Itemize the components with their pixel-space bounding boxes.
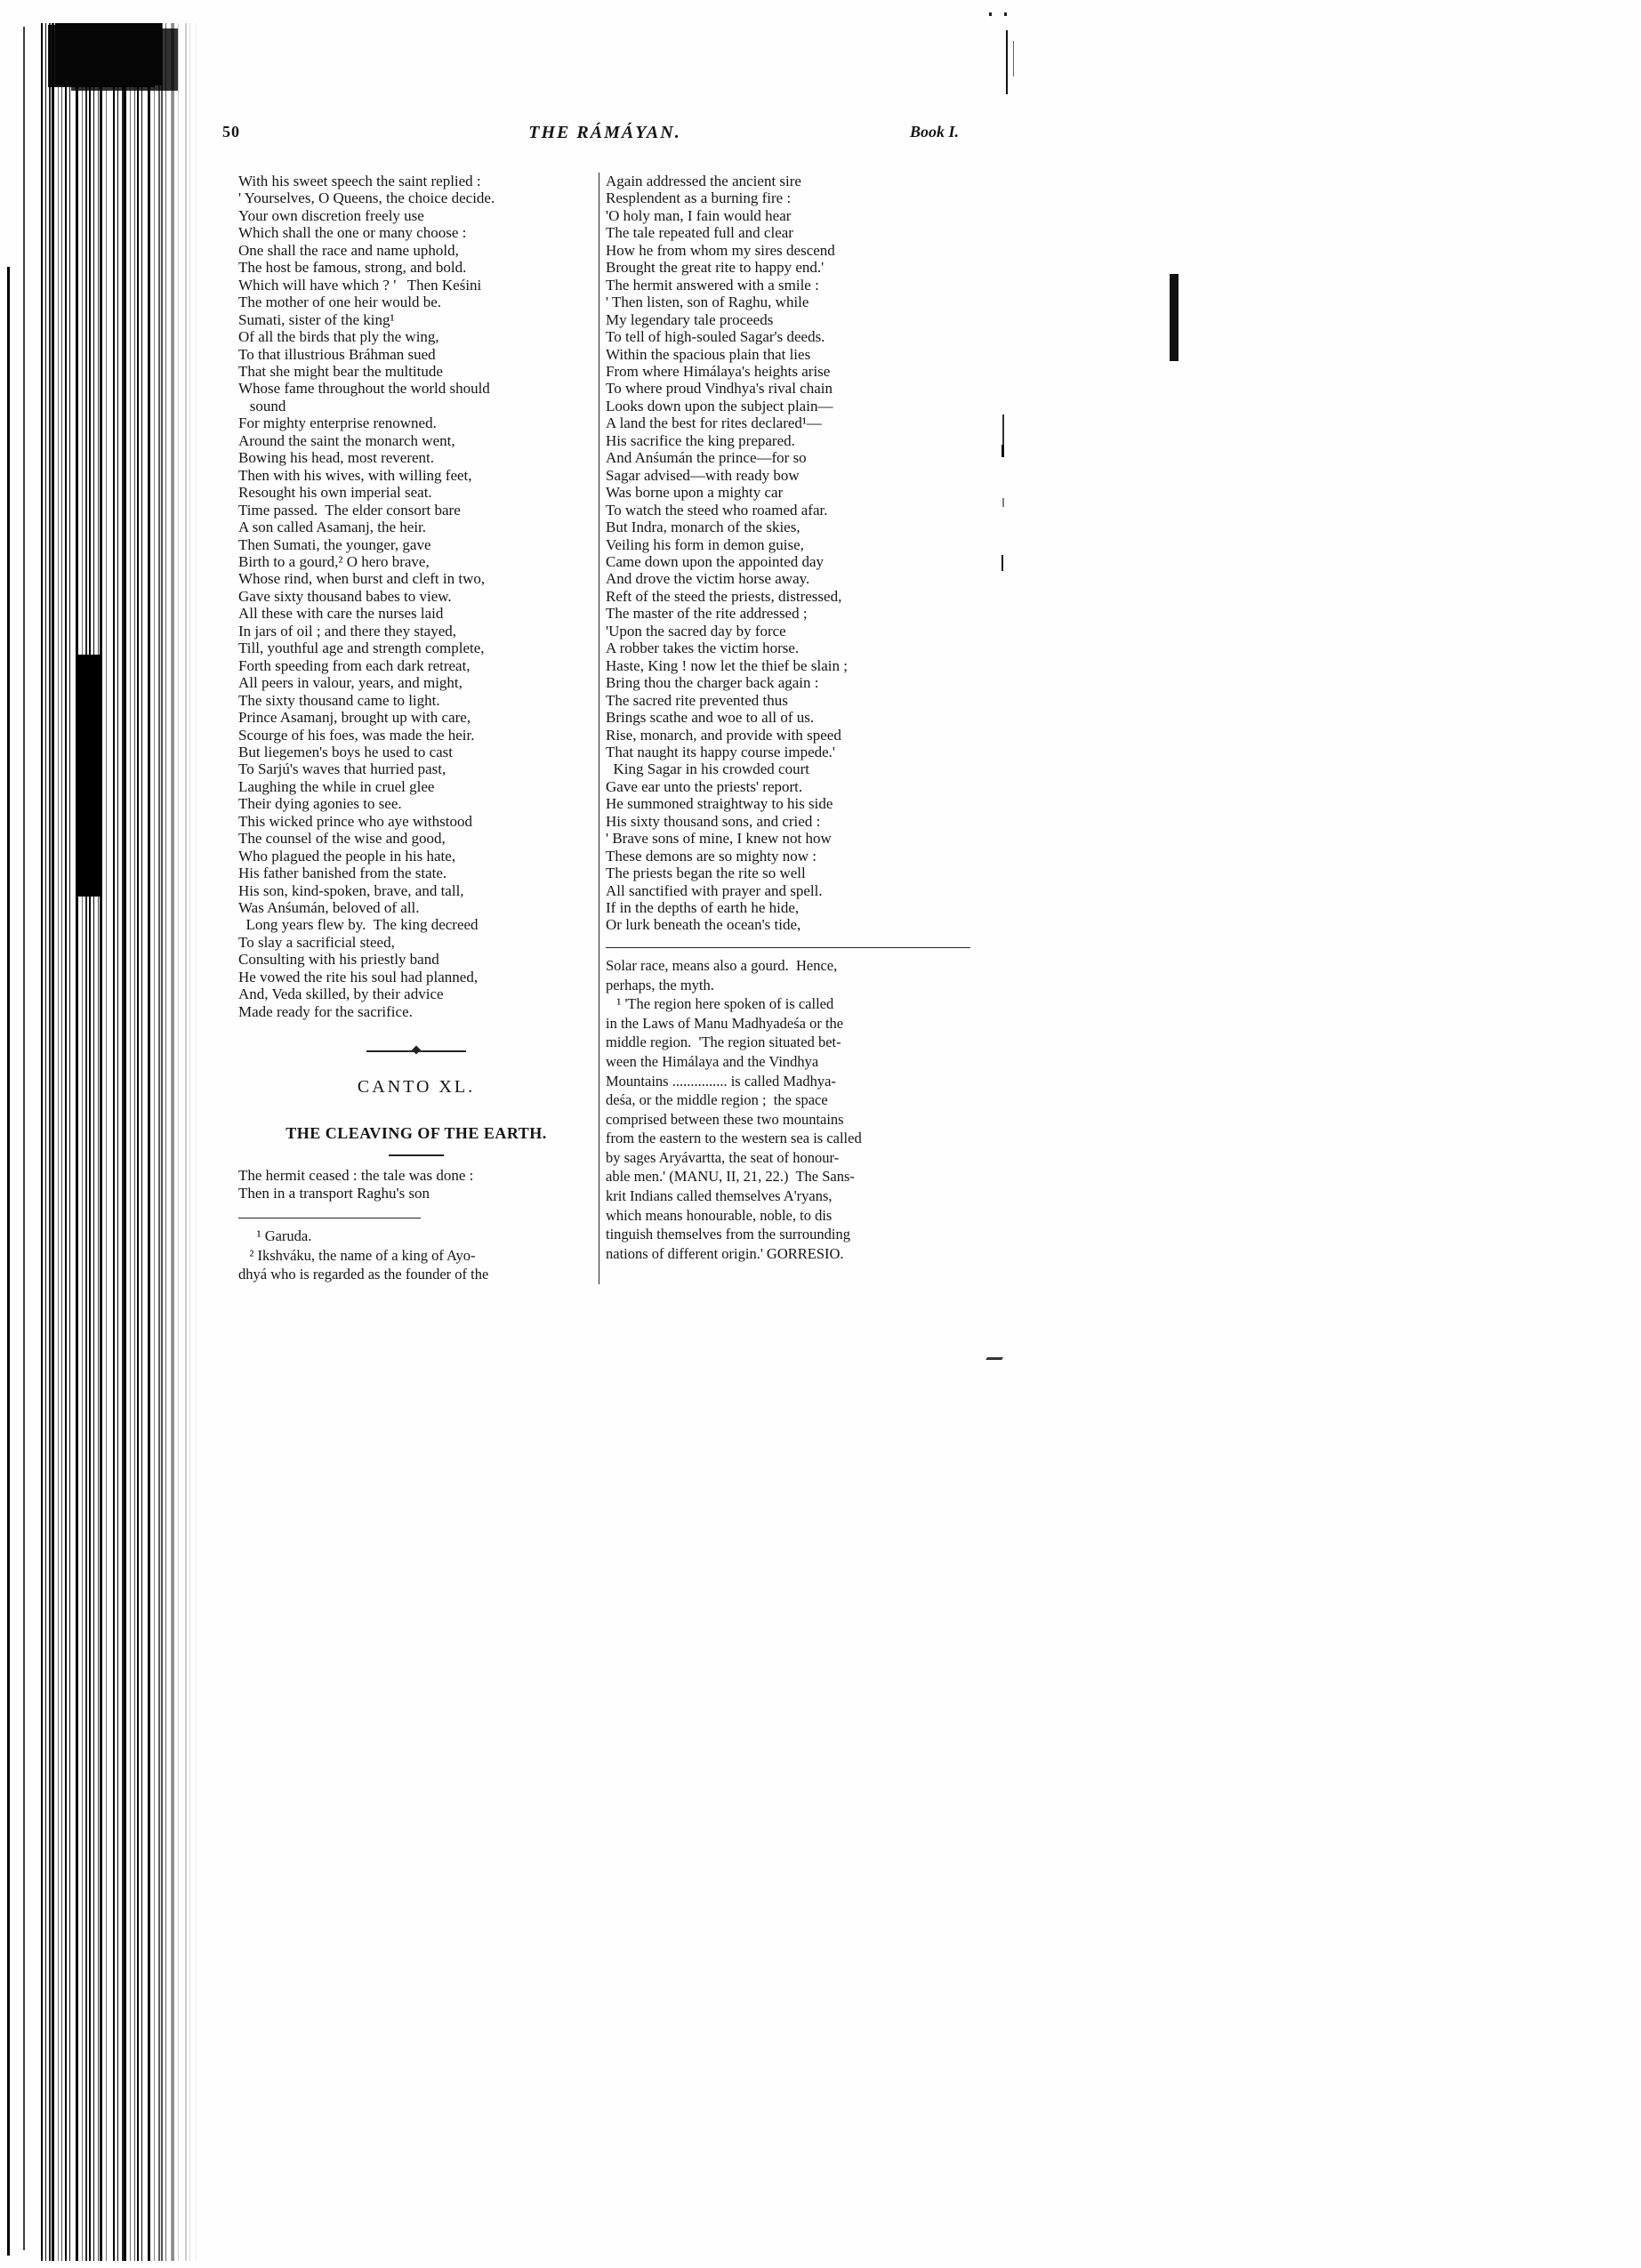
verse-line: Of all the birds that ply the wing,	[238, 328, 439, 346]
verse-line: Resplendent as a burning fire :	[606, 189, 792, 207]
scan-artifact	[985, 1348, 1009, 1360]
footnote-line: dhyá who is regarded as the founder of the	[238, 1266, 489, 1283]
verse-line: Then Sumati, the younger, gave	[238, 535, 431, 553]
verse-line: Whose rind, when burst and cleft in two,	[238, 570, 486, 588]
verse-line: Bring thou the charger back again :	[606, 674, 819, 692]
verse-line: For mighty enterprise renowned.	[238, 414, 437, 432]
verse-line: If in the depths of earth he hide,	[606, 899, 800, 917]
verse-line: One shall the race and name uphold,	[238, 241, 459, 259]
footnote-line: nations of different origin.' GORRESIO.	[606, 1244, 844, 1262]
page-number: 50	[222, 123, 240, 141]
verse-line: 'O holy man, I fain would hear	[606, 206, 792, 224]
scan-artifact	[1001, 445, 1004, 457]
footnote-line: able men.' (MANU, II, 21, 22.) The Sans-	[606, 1168, 855, 1186]
verse-line: All sanctified with prayer and spell.	[606, 881, 823, 899]
verse-line: To where proud Vindhya's rival chain	[606, 380, 833, 398]
verse-line: The sixty thousand came to light.	[238, 691, 440, 709]
verse-line: Brought the great rite to happy end.'	[606, 259, 825, 277]
verse-line: My legendary tale proceeds	[606, 310, 774, 328]
verse-line: Bowing his head, most reverent.	[238, 449, 435, 467]
footnote-line: perhaps, the myth.	[606, 976, 714, 993]
verse-line: Gave ear unto the priests' report.	[606, 777, 803, 795]
verse-line: Came down upon the appointed day	[606, 552, 825, 570]
footnote-line: deśa, or the middle region ; the space	[606, 1091, 828, 1109]
verse-line: In jars of oil ; and there they stayed,	[238, 622, 457, 639]
verse-line: A robber takes the victim horse.	[606, 639, 800, 657]
verse-line: And, Veda skilled, by their advice	[238, 985, 444, 1003]
scan-artifact	[1170, 274, 1178, 361]
right-footnotes	[606, 956, 970, 1264]
verse-line: Sagar advised—with ready bow	[606, 466, 800, 484]
verse-line: Veiling his form in demon guise,	[606, 535, 804, 553]
scan-artifact	[989, 12, 1007, 16]
verse-line: This wicked prince who aye withstood	[238, 812, 472, 830]
footnote-line: ¹ Garuda.	[238, 1227, 312, 1245]
verse-line: Was borne upon a mighty car	[606, 484, 784, 502]
verse-line: To Sarjú's waves that hurried past,	[238, 760, 446, 778]
scan-artifact	[1002, 498, 1004, 507]
subheading-rule	[389, 1154, 444, 1156]
verse-line: From where Himálaya's heights arise	[606, 362, 831, 380]
verse-line: ' Brave sons of mine, I knew not how	[606, 830, 832, 848]
footnote-line: ¹ 'The region here spoken of is called	[606, 995, 834, 1013]
verse-line: ' Then listen, son of Raghu, while	[606, 294, 809, 311]
verse-line: Sumati, sister of the king¹	[238, 310, 395, 328]
binding-dark-block	[55, 23, 162, 85]
footnote-line: in the Laws of Manu Madhyadeśa or the	[606, 1014, 844, 1032]
verse-line: King Sagar in his crowded court	[606, 760, 809, 778]
verse-line: All peers in valour, years, and might,	[238, 674, 463, 692]
page-content	[222, 123, 971, 1284]
verse-line: Who plagued the people in his hate,	[238, 847, 456, 865]
verse-line: Reft of the steed the priests, distressed,	[606, 587, 842, 605]
verse-line: Till, youthful age and strength complete,	[238, 639, 485, 657]
scan-artifact	[1001, 555, 1003, 571]
verse-line: A son called Asamanj, the heir.	[238, 519, 427, 536]
verse-line: Gave sixty thousand babes to view.	[238, 587, 452, 605]
footnote-line: from the eastern to the western sea is called	[606, 1130, 862, 1147]
verse-line: The hermit ceased : the tale was done :	[238, 1167, 474, 1185]
verse-line: Laughing the while in cruel glee	[238, 777, 435, 795]
verse-line: Then in a transport Raghu's son	[238, 1184, 430, 1202]
verse-line: Your own discretion freely use	[238, 206, 424, 224]
section-ornament-divider	[366, 1050, 466, 1052]
verse-line: The host be famous, strong, and bold.	[238, 259, 467, 277]
verse-line: Forth speeding from each dark retreat,	[238, 656, 471, 674]
running-title: THE RÁMÁYAN.	[528, 123, 681, 142]
right-column	[606, 173, 970, 1284]
left-column	[238, 173, 594, 1284]
verse-line: Brings scathe and woe to all of us.	[606, 709, 815, 727]
verse-line: To slay a sacrificial steed,	[238, 933, 395, 951]
verse-line: He summoned straightway to his side	[606, 795, 833, 813]
footnote-line: tinguish themselves from the surrounding	[606, 1226, 850, 1243]
verse-line: Again addressed the ancient sire	[606, 173, 801, 189]
footnote-line: Solar race, means also a gourd. Hence,	[606, 956, 838, 974]
right-verse-block	[606, 173, 970, 934]
post-canto-verse	[238, 1167, 594, 1202]
verse-line: But liegemen's boys he used to cast	[238, 743, 454, 760]
verse-line: ' Yourselves, O Queens, the choice decide.	[238, 189, 495, 207]
verse-line: His son, kind-spoken, brave, and tall,	[238, 881, 464, 899]
left-verse-block	[238, 173, 594, 1020]
verse-line: Within the spacious plain that lies	[606, 345, 811, 363]
verse-line: sound	[238, 397, 286, 414]
footnote-line: middle region. 'The region situated bet-	[606, 1033, 841, 1051]
verse-line: Consulting with his priestly band	[238, 951, 439, 969]
verse-line: Time passed. The elder consort bare	[238, 501, 461, 519]
verse-line: Looks down upon the subject plain—	[606, 397, 833, 414]
verse-line: The mother of one heir would be.	[238, 294, 442, 311]
verse-line: How he from whom my sires descend	[606, 241, 835, 259]
verse-line: But Indra, monarch of the skies,	[606, 519, 800, 536]
verse-line: To tell of high-souled Sagar's deeds.	[606, 328, 825, 346]
verse-line: He vowed the rite his soul had planned,	[238, 968, 479, 985]
verse-line: The priests began the rite so well	[606, 865, 806, 882]
canto-heading: CANTO XL.	[357, 1077, 476, 1098]
verse-line: And drove the victim horse away.	[606, 570, 810, 588]
verse-line: To that illustrious Bráhman sued	[238, 345, 436, 363]
verse-line: That naught its happy course impede.'	[606, 743, 835, 760]
spine-line	[7, 267, 10, 2256]
spine-line-secondary	[23, 27, 25, 2250]
verse-line: All these with care the nurses laid	[238, 605, 444, 623]
footnote-line: Mountains ............... is called Madhya-	[606, 1072, 836, 1090]
verse-line: His sixty thousand sons, and cried :	[606, 812, 821, 830]
verse-line: The tale repeated full and clear	[606, 224, 793, 242]
verse-line: Or lurk beneath the ocean's tide,	[606, 916, 801, 934]
verse-line: Made ready for the sacrifice.	[238, 1002, 413, 1020]
verse-line: Which shall the one or many choose :	[238, 224, 467, 242]
verse-line: These demons are so mighty now :	[606, 847, 817, 865]
verse-line: That she might bear the multitude	[238, 362, 443, 380]
verse-line: The sacred rite prevented thus	[606, 691, 788, 709]
verse-line: Was Anśumán, beloved of all.	[238, 899, 420, 917]
verse-line: Their dying agonies to see.	[238, 795, 402, 813]
verse-line: His sacrifice the king prepared.	[606, 431, 795, 449]
verse-line: And Anśumán the prince—for so	[606, 449, 807, 467]
verse-line: Scourge of his foes, was made the heir.	[238, 726, 475, 744]
book-label: Book I.	[909, 123, 959, 141]
verse-line: Prince Asamanj, brought up with care,	[238, 709, 471, 727]
verse-line: The master of the rite addressed ;	[606, 605, 808, 623]
verse-line: To watch the steed who roamed afar.	[606, 501, 828, 519]
footnote-line: which means honourable, noble, to dis	[606, 1206, 833, 1224]
verse-line: Long years flew by. The king decreed	[238, 916, 479, 934]
page-header	[222, 123, 971, 144]
footnote-line: by sages Aryávartta, the seat of honour-	[606, 1148, 840, 1166]
binding-ink-blob	[76, 655, 101, 897]
footnote-line: ² Ikshváku, the name of a king of Ayo-	[238, 1246, 476, 1264]
footnote-line: krit Indians called themselves A'ryans,	[606, 1187, 833, 1205]
scan-artifact	[1006, 30, 1008, 94]
verse-line: His father banished from the state.	[238, 865, 447, 882]
verse-line: A land the best for rites declared¹—	[606, 414, 823, 432]
verse-line: Resought his own imperial seat.	[238, 484, 432, 502]
footnote-line: comprised between these two mountains	[606, 1110, 844, 1128]
verse-line: Around the saint the monarch went,	[238, 431, 455, 449]
verse-line: The hermit answered with a smile :	[606, 276, 819, 294]
verse-line: 'Upon the sacred day by force	[606, 622, 786, 639]
verse-line: Haste, King ! now let the thief be slain ;	[606, 656, 848, 674]
verse-line: Then with his wives, with willing feet,	[238, 466, 472, 484]
verse-line: The counsel of the wise and good,	[238, 830, 446, 848]
verse-line: Rise, monarch, and provide with speed	[606, 726, 841, 744]
scan-artifact	[1013, 41, 1014, 76]
verse-line: Which will have which ? ' Then Keśini	[238, 276, 482, 294]
footnote-rule-right	[606, 947, 970, 948]
verse-line: With his sweet speech the saint replied :	[238, 173, 481, 189]
footnote-line: ween the Himálaya and the Vindhya	[606, 1052, 819, 1070]
canto-subheading: THE CLEAVING OF THE EARTH.	[286, 1124, 547, 1143]
book-binding-shadow	[41, 23, 197, 2261]
left-footnotes	[238, 1226, 594, 1284]
verse-line: Whose fame throughout the world should	[238, 380, 490, 398]
two-column-text	[238, 173, 971, 1284]
verse-line: Birth to a gourd,² O hero brave,	[238, 552, 430, 570]
